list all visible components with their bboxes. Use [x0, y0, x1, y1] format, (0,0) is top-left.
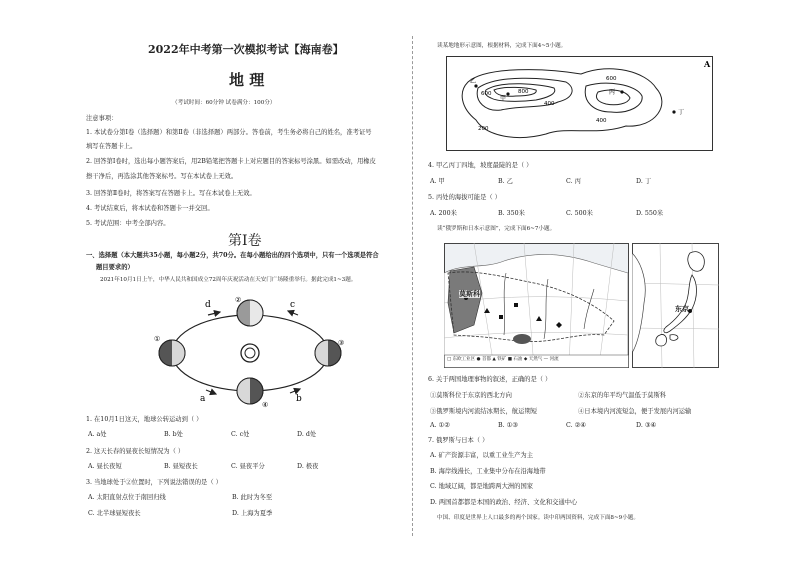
question-stem: 1. 在10月1日这天，地球公转运动到（ ） — [86, 416, 203, 423]
option[interactable]: D. ③④ — [636, 422, 657, 429]
earth-orbit-diagram — [150, 293, 350, 411]
contour-map — [446, 56, 714, 151]
question-stem: 2. 这天长春的昼夜长短情况为（ ） — [86, 448, 185, 455]
option[interactable]: C. 500米 — [566, 210, 593, 217]
moscow-label: 莫斯科 — [459, 289, 480, 298]
intro-8-9: 中国、印度是世界上人口最多的两个国家。读中印两国资料，完成下面8~9小题。 — [437, 515, 639, 521]
option[interactable]: C. 地域辽阔，都是地跨两大洲的国家 — [430, 483, 534, 490]
option[interactable]: A. 矿产资源丰富，以重工业生产为主 — [430, 452, 534, 459]
svg-text:400: 400 — [596, 118, 607, 124]
option[interactable]: A. 甲 — [430, 178, 445, 185]
question-stem: 6. 关于两国地理事物的叙述，正确的是（ ） — [428, 376, 552, 383]
option[interactable]: C. 丙 — [566, 178, 581, 185]
intro-6-7: 读“俄罗斯和日本示意图”，完成下面6~7小题。 — [437, 226, 556, 232]
statement: ②东京的年平均气温低于莫斯科 — [578, 392, 667, 399]
section-intro-cont: 题目要求的） — [96, 264, 134, 271]
option[interactable]: D. 上海为夏季 — [232, 510, 273, 517]
svg-text:④: ④ — [262, 401, 269, 409]
intro-4-5: 读某地地形示意图，根据材料，完成下面4~5小题。 — [437, 43, 567, 49]
svg-text:c: c — [290, 300, 296, 310]
question-stem: 3. 当地球处于②位置时，下列说法错误的是（ ） — [86, 479, 222, 486]
svg-text:400: 400 — [544, 101, 555, 107]
option[interactable]: A. ①② — [430, 422, 450, 429]
statement: ①莫斯科位于东京的西北方向 — [430, 392, 512, 399]
statement: ④日本境内河流短急，便于发展内河运输 — [578, 408, 692, 415]
question-stem: 4. 甲乙丙丁四地，坡度最陡的是（ ） — [428, 162, 533, 169]
svg-text:丙: 丙 — [609, 89, 616, 96]
russia-map-legend: □ 东欧工业区 ● 首都 ▲ 铁矿 ■ 石油 ◆ 天然气 — 河流 — [447, 357, 559, 362]
option[interactable]: A. a处 — [88, 431, 107, 438]
notice-line: 擦干净后，再选涂其他答案标号。写在本试卷上无效。 — [86, 173, 238, 180]
exam-info: （考试时间：60分钟 试卷满分：100分） — [172, 100, 276, 106]
option[interactable]: D. 丁 — [636, 178, 652, 185]
svg-text:②: ② — [235, 296, 242, 304]
statement: ③俄罗斯境内河流结冰期长，航运期短 — [430, 408, 538, 415]
svg-text:b: b — [296, 394, 302, 404]
option[interactable]: A. 太阳直射点位于南回归线 — [88, 494, 166, 501]
svg-text:800: 800 — [518, 89, 529, 95]
earth-left — [159, 340, 185, 366]
column-divider — [412, 36, 413, 536]
svg-text:a: a — [200, 394, 206, 404]
question-stem: 5. 丙处的海拔可能是（ ） — [428, 194, 501, 201]
option[interactable]: C. 昼夜平分 — [231, 463, 265, 470]
svg-text:200: 200 — [478, 126, 489, 132]
option[interactable]: B. ①③ — [498, 422, 518, 429]
svg-text:600: 600 — [481, 91, 492, 97]
option[interactable]: B. 乙 — [498, 178, 513, 185]
svg-text:③: ③ — [338, 339, 345, 347]
option[interactable]: D. 两国首都都是本国的政治、经济、文化和交通中心 — [430, 499, 578, 506]
option[interactable]: B. 海岸线漫长，工业集中分布在沿海地带 — [430, 468, 546, 475]
option[interactable]: B. 350米 — [498, 210, 525, 217]
svg-text:A: A — [704, 59, 711, 69]
option[interactable]: C. 北半球昼短夜长 — [88, 510, 141, 517]
tokyo-label: 东京 — [675, 304, 689, 313]
option[interactable]: D. 550米 — [636, 210, 664, 217]
option[interactable]: D. d处 — [297, 431, 317, 438]
option[interactable]: A. 200米 — [430, 210, 457, 217]
notice-line: 5. 考试范围：中考全部内容。 — [86, 220, 170, 227]
notice-line: 2. 回答第Ⅰ卷时，选出每小题答案后，用2B铅笔把答题卡上对应题目的答案标号涂黑。如需改动，用橡皮 — [86, 158, 376, 165]
notice-line: 1. 本试卷分第Ⅰ卷（选择题）和第Ⅱ卷（非选择题）两部分。答卷前，考生务必将自己的姓名，准考证号 — [86, 129, 372, 136]
passage-1-3: 2021年10月1日上午，中华人民共和国成立72周年庆祝活动在天安门广场隆重举行。据此完成1~3题。 — [100, 277, 357, 283]
notice-line: 4. 考试结束后，将本试卷和答题卡一并交回。 — [86, 205, 214, 212]
earth-bottom — [237, 378, 263, 404]
notice-heading: 注意事项： — [86, 115, 118, 122]
svg-text:丁: 丁 — [678, 109, 685, 116]
option[interactable]: C. ②④ — [566, 422, 586, 429]
option[interactable]: D. 极夜 — [297, 463, 319, 470]
svg-text:甲: 甲 — [500, 95, 507, 102]
exam-title: 2022年中考第一次模拟考试【海南卷】 — [148, 43, 344, 56]
section-intro: 一、选择题（本大题共35小题，每小题2分，共70分。在每小题给出的四个选项中，只有一个选项是符合 — [86, 252, 379, 259]
option[interactable]: B. b处 — [164, 431, 183, 438]
option[interactable]: B. 此时为冬至 — [232, 494, 273, 501]
question-stem: 7. 俄罗斯与日本（ ） — [428, 437, 489, 444]
russia-map — [444, 243, 629, 368]
svg-text:600: 600 — [606, 76, 617, 82]
svg-text:①: ① — [154, 335, 161, 343]
option[interactable]: A. 昼长夜短 — [88, 463, 122, 470]
svg-text:d: d — [205, 300, 211, 310]
option[interactable]: B. 昼短夜长 — [164, 463, 198, 470]
subject-title: 地 理 — [229, 71, 265, 89]
svg-text:乙: 乙 — [470, 78, 477, 85]
notice-line: 3. 回答第Ⅱ卷时，将答案写在答题卡上。写在本试卷上无效。 — [86, 190, 256, 197]
option[interactable]: C. c处 — [231, 431, 250, 438]
notice-line: 填写在答题卡上。 — [86, 143, 137, 150]
section-title: 第Ⅰ卷 — [228, 233, 262, 249]
